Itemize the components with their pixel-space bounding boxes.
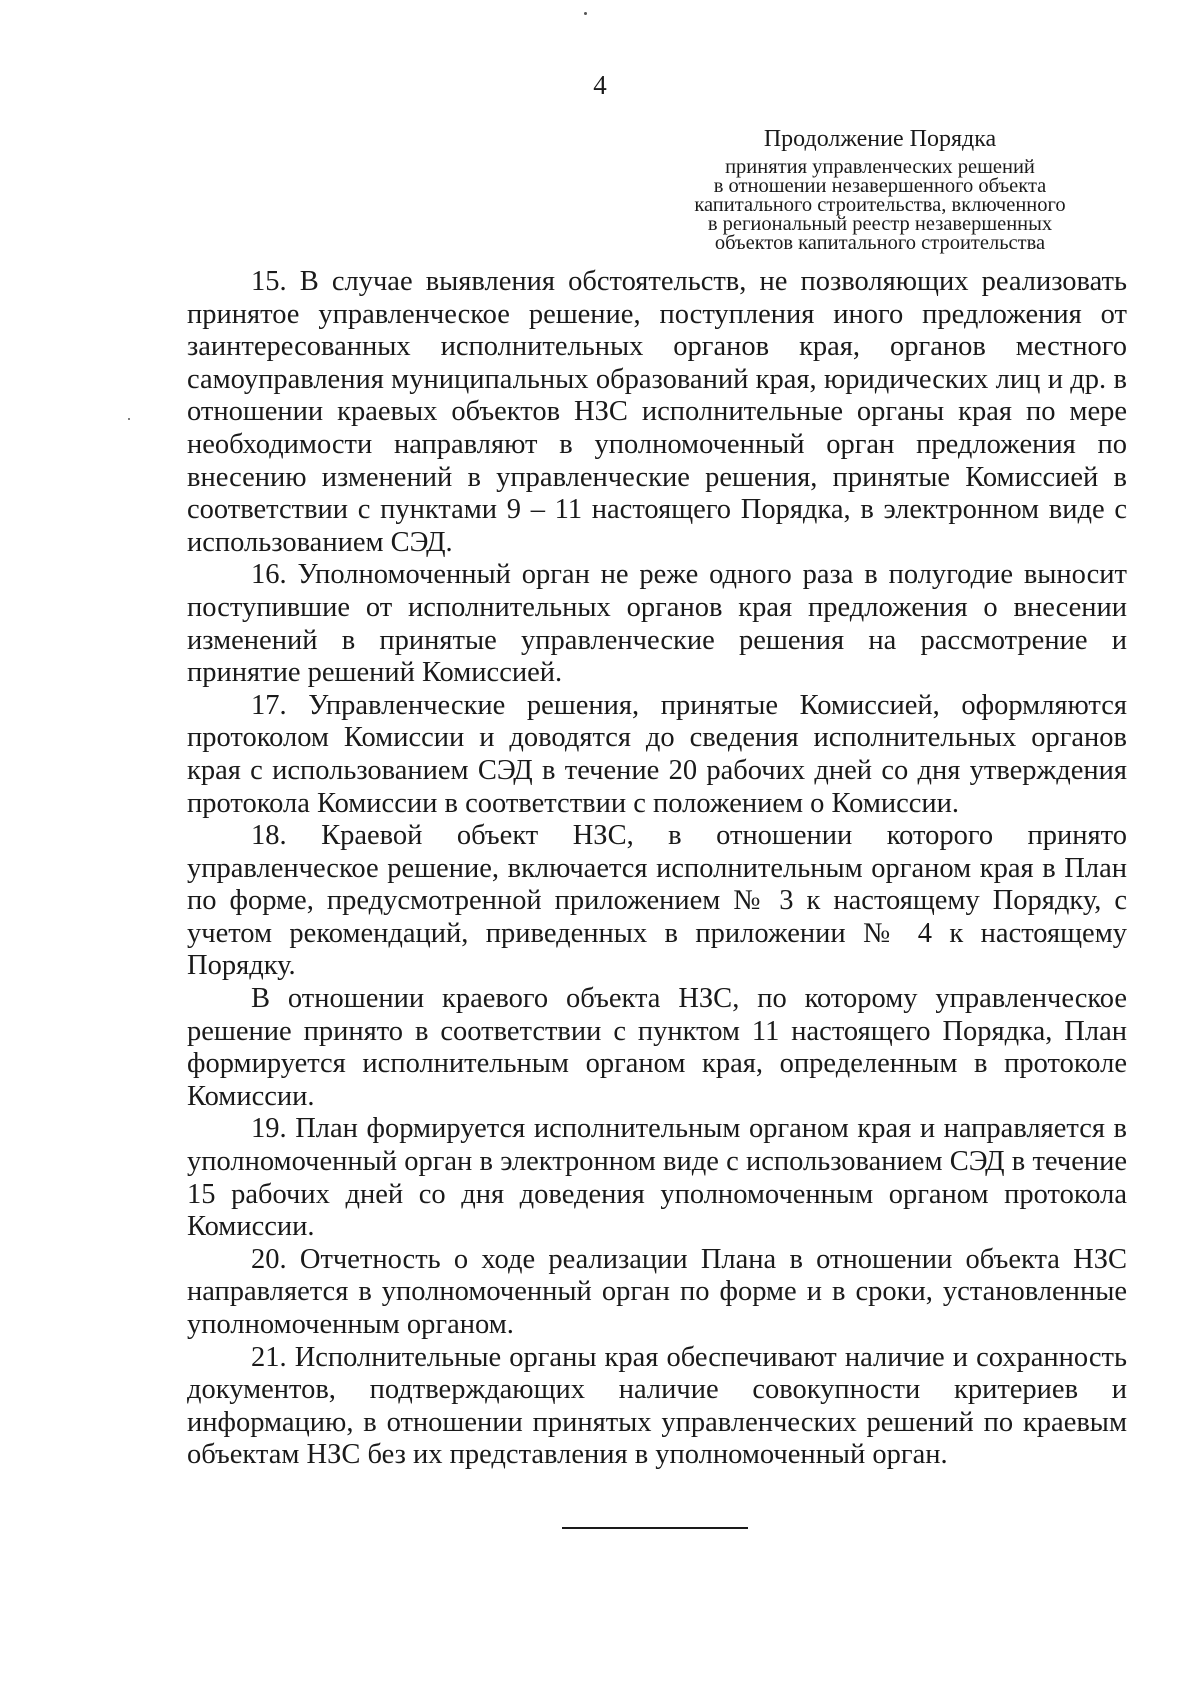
page-number: 4: [593, 70, 607, 100]
document-header: [650, 124, 1110, 253]
document-body: [187, 266, 1127, 1472]
paragraph-15: 15. В случае выявления обстоятельств, не позволяющих реализовать принятое управленческое решение, поступления иного предложения от заинтересованных исполнительных органов края, органов местного самоуправления муниципальных образований края, юридических лиц и др. в отношении краевых объектов НЗС исполнительные органы края по мере необходимости направляют в уполномоченный орган предложения по внесению изменений в управленческие решения, принятые Комиссией в соответствии с пунктами 9 – 11 настоящего Порядка, в электронном виде с использованием СЭД.: [187, 266, 1127, 558]
scan-speck: [584, 12, 587, 15]
header-title: Продолжение Порядка: [763, 126, 997, 152]
scan-speck: [128, 418, 130, 420]
paragraph-18: 18. Краевой объект НЗС, в отношении которого принято управленческое решение, включается исполнительным органом края в План по форме, предусмотренной приложением № 3 к настоящему Порядку, с учетом рекомендаций, приведенных в приложении № 4 к настоящему Порядку.: [187, 820, 1127, 982]
paragraph-20: 20. Отчетность о ходе реализации Плана в отношении объекта НЗС направляется в уполномоченный орган по форме и в сроки, установленные уполномоченным органом.: [187, 1243, 1127, 1340]
paragraph-17: 17. Управленческие решения, принятые Комиссией, оформляются протоколом Комиссии и доводятся до сведения исполнительных органов края с использованием СЭД в течение 20 рабочих дней со дня утверждения протокола Комиссии в соответствии с положением о Комиссии.: [187, 689, 1127, 819]
paragraph-18-continuation: В отношении краевого объекта НЗС, по которому управленческое решение принято в соответствии с пунктом 11 настоящего Порядка, План формируется исполнительным органом края, определенным в протоколе Комиссии.: [187, 983, 1127, 1112]
end-divider: [562, 1527, 748, 1529]
paragraph-21: 21. Исполнительные органы края обеспечивают наличие и сохранность документов, подтверждающих наличие совокупности критериев и информацию, в отношении принятых управленческих решений по краевым объектам НЗС без их представления в уполномоченный орган.: [187, 1341, 1127, 1471]
paragraph-16: 16. Уполномоченный орган не реже одного раза в полугодие выносит поступившие от исполнительных органов края предложения о внесении изменений в принятые управленческие решения на рассмотрение и принятие решений Комиссией.: [187, 559, 1127, 689]
paragraph-19: 19. План формируется исполнительным органом края и направляется в уполномоченный орган в электронном виде с использованием СЭД в течение 15 рабочих дней со дня доведения уполномоченным органом протокола Комиссии.: [187, 1113, 1127, 1243]
header-line: капитального строительства, включенного: [694, 194, 1066, 216]
header-line: в отношении незавершенного объекта: [713, 175, 1047, 197]
header-line: в региональный реестр незавершенных: [707, 213, 1053, 235]
header-line: объектов капитального строительства: [714, 232, 1046, 254]
header-line: принятия управленческих решений: [725, 156, 1035, 178]
